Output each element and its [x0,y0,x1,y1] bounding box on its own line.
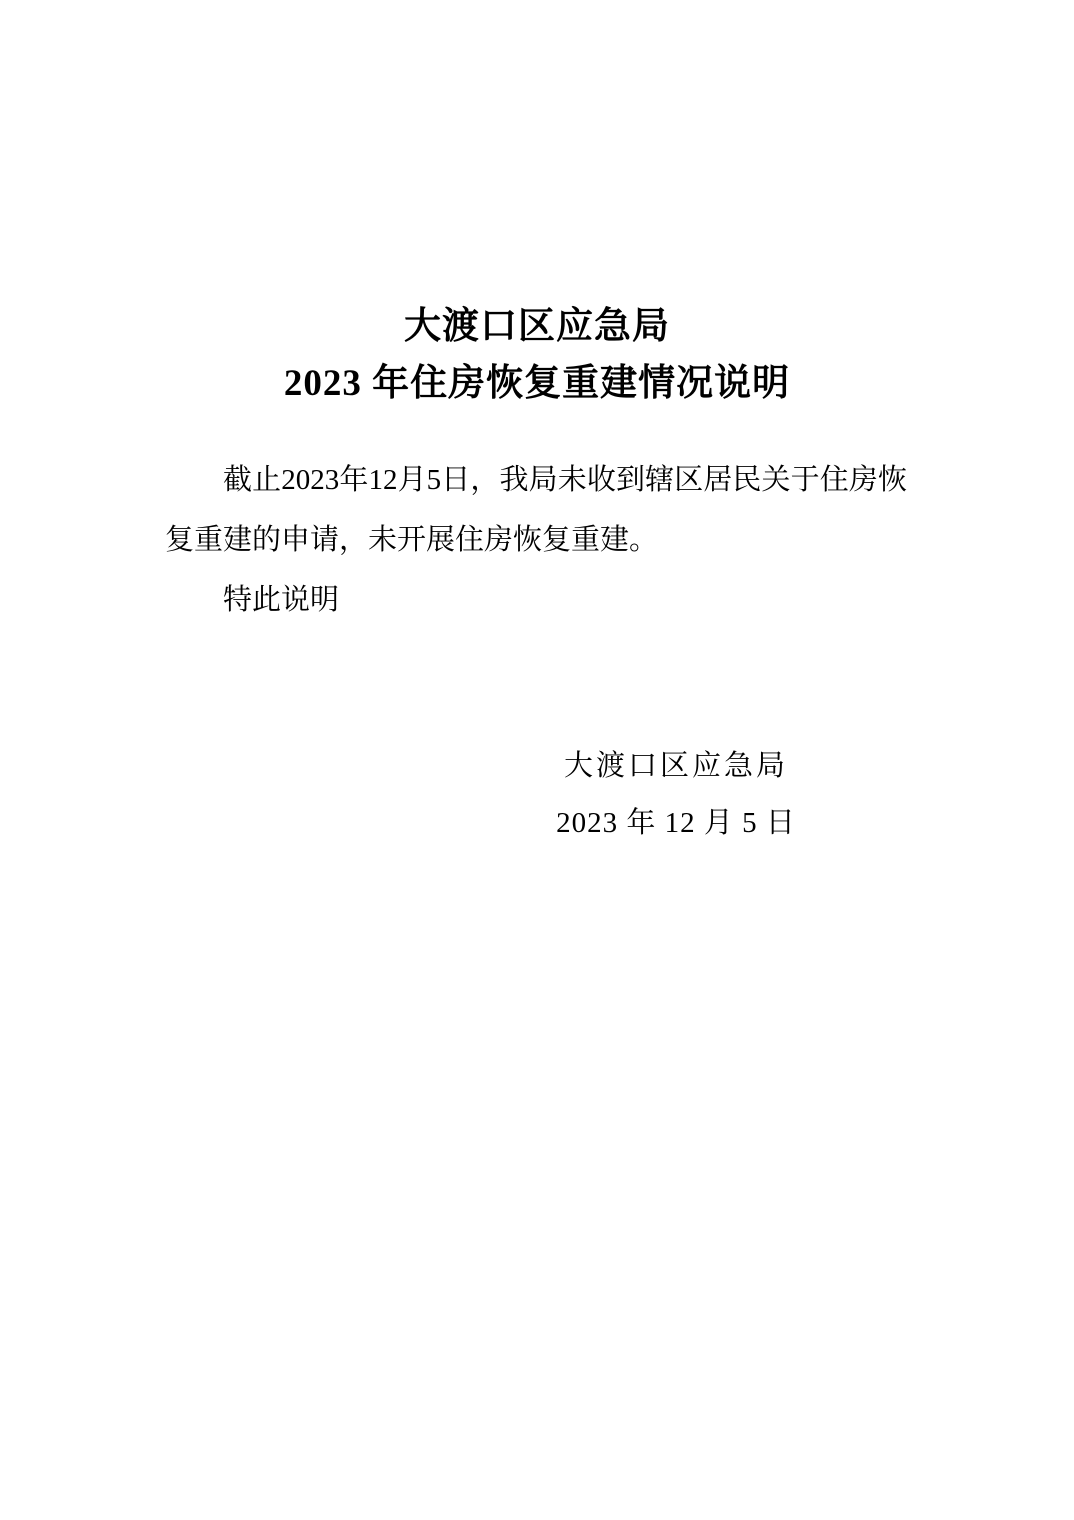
signature-org: 大渡口区应急局 [563,750,788,782]
document-title [0,298,1074,412]
signature-date: 2023 年 12 月 5 日 [556,807,796,839]
closing-statement: 特此说明 [223,584,340,616]
signature-block [460,738,892,852]
body-paragraph: 截止2023年12月5日，我局未收到辖区居民关于住房恢复重建的申请，未开展住房恢复重建。 [165,464,907,556]
document-body [165,450,907,630]
document-title-line2: 2023 年住房恢复重建情况说明 [283,363,791,404]
document-title-line1: 大渡口区应急局 [404,306,670,347]
